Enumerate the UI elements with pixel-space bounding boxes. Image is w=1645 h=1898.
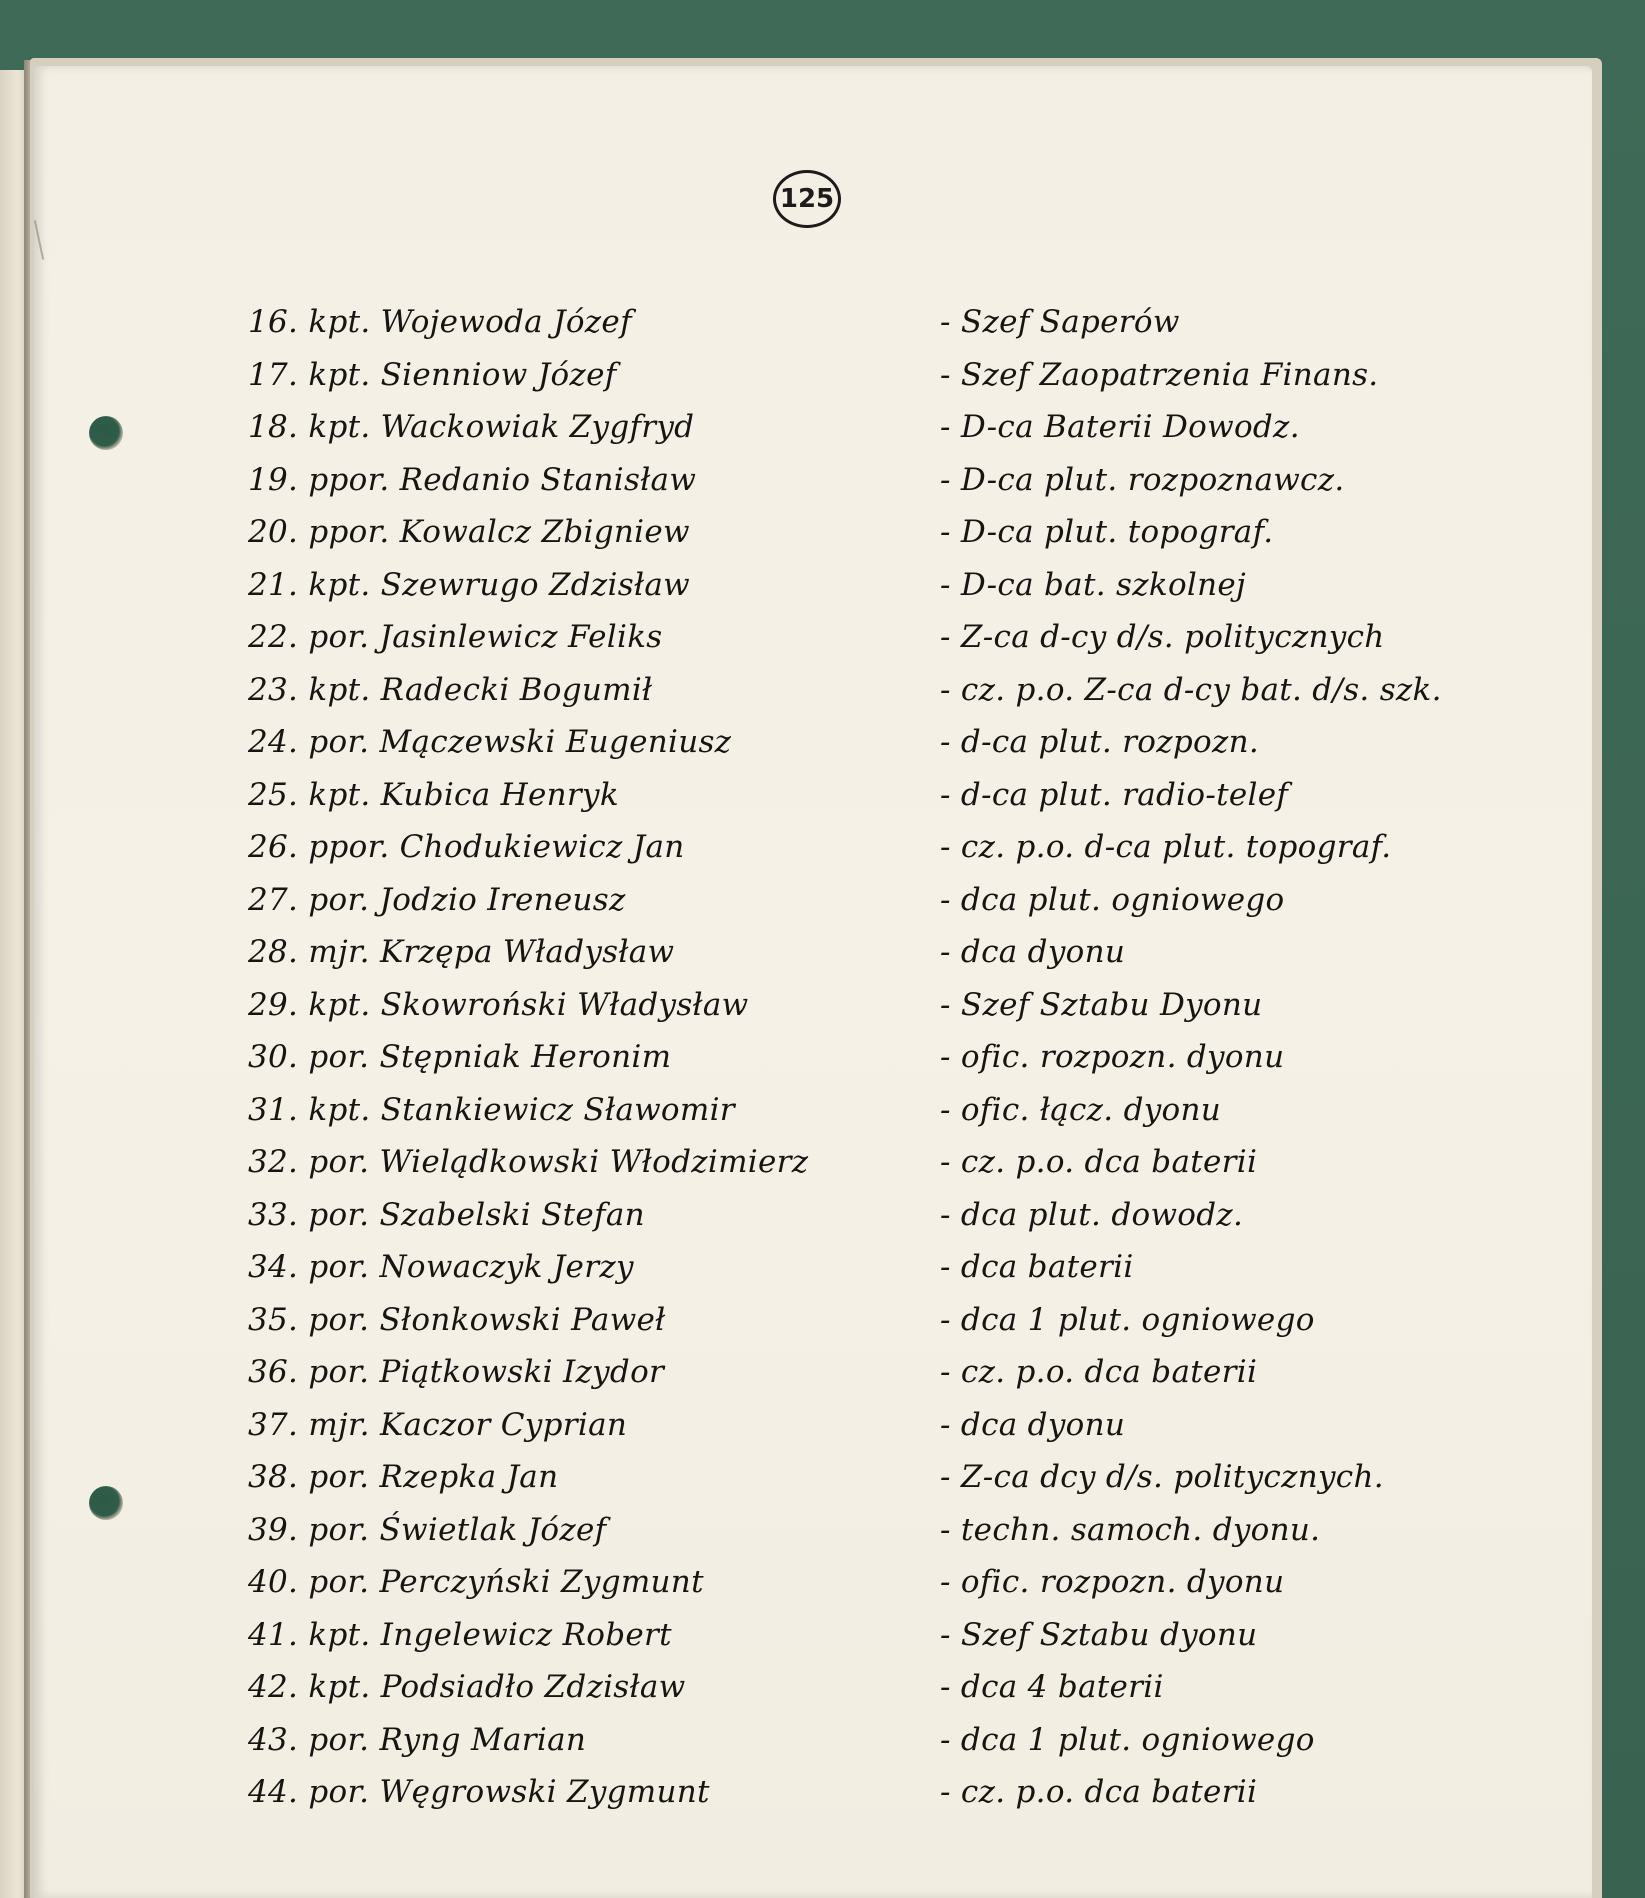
list-item xyxy=(0,777,1645,829)
entry-name: 43. por. Ryng Marian xyxy=(248,1721,587,1758)
entry-name: 21. kpt. Szewrugo Zdzisław xyxy=(248,566,690,603)
entry-role: - D-ca Baterii Dowodz. xyxy=(940,409,1300,445)
entry-role: - Z-ca dcy d/s. politycznych. xyxy=(940,1459,1384,1495)
list-item xyxy=(0,1302,1645,1354)
entry-name: 31. kpt. Stankiewicz Sławomir xyxy=(248,1091,735,1128)
list-item xyxy=(0,304,1645,356)
list-item xyxy=(0,987,1645,1039)
entry-name: 23. kpt. Radecki Bogumił xyxy=(248,671,653,708)
entry-role: - Szef Zaopatrzenia Finans. xyxy=(940,356,1379,393)
entry-role: - dca 1 plut. ogniowego xyxy=(940,1301,1315,1338)
entry-name: 16. kpt. Wojewoda Józef xyxy=(248,304,632,340)
entry-role: - d-ca plut. radio-telef xyxy=(940,776,1289,813)
list-item xyxy=(0,1512,1645,1564)
entry-role: - techn. samoch. dyonu. xyxy=(940,1511,1321,1548)
entry-name: 20. ppor. Kowalcz Zbigniew xyxy=(248,514,690,550)
entry-name: 26. ppor. Chodukiewicz Jan xyxy=(248,829,685,865)
entry-name: 17. kpt. Sienniow Józef xyxy=(248,356,617,393)
entry-role: - ofic. łącz. dyonu xyxy=(940,1091,1222,1128)
list-item xyxy=(0,567,1645,619)
entry-role: - dca baterii xyxy=(940,1249,1134,1285)
entry-role: - Szef Saperów xyxy=(940,304,1180,340)
entry-name: 37. mjr. Kaczor Cyprian xyxy=(248,1406,628,1443)
entry-name: 34. por. Nowaczyk Jerzy xyxy=(248,1249,634,1285)
entry-name: 42. kpt. Podsiadło Zdzisław xyxy=(248,1669,686,1705)
entry-role: - cz. p.o. d-ca plut. topograf. xyxy=(940,829,1392,865)
list-item xyxy=(0,1774,1645,1826)
entry-role: - dca 4 baterii xyxy=(940,1669,1164,1705)
entry-role: - cz. p.o. dca baterii xyxy=(940,1354,1258,1390)
entry-role: - Szef Sztabu Dyonu xyxy=(940,986,1263,1023)
list-item xyxy=(0,409,1645,461)
entry-name: 27. por. Jodzio Ireneusz xyxy=(248,881,626,918)
entry-role: - dca plut. dowodz. xyxy=(940,1196,1244,1233)
entry-name: 35. por. Słonkowski Paweł xyxy=(248,1301,666,1338)
list-item xyxy=(0,1197,1645,1249)
entry-role: - dca dyonu xyxy=(940,934,1126,970)
entry-role: - dca dyonu xyxy=(940,1406,1126,1443)
list-item xyxy=(0,724,1645,776)
entry-role: - D-ca plut. topograf. xyxy=(940,514,1274,550)
entry-name: 22. por. Jasinlewicz Feliks xyxy=(248,619,663,655)
list-item xyxy=(0,934,1645,986)
list-item xyxy=(0,1722,1645,1774)
entry-name: 33. por. Szabelski Stefan xyxy=(248,1196,645,1233)
entry-role: - d-ca plut. rozpozn. xyxy=(940,724,1260,760)
entry-name: 39. por. Świetlak Józef xyxy=(248,1511,607,1548)
entry-role: - cz. p.o. dca baterii xyxy=(940,1774,1258,1810)
entry-name: 30. por. Stępniak Heronim xyxy=(248,1039,672,1075)
entry-name: 38. por. Rzepka Jan xyxy=(248,1459,559,1495)
list-item xyxy=(0,1617,1645,1669)
list-item xyxy=(0,1092,1645,1144)
list-item xyxy=(0,619,1645,671)
entry-name: 25. kpt. Kubica Henryk xyxy=(248,776,619,813)
entry-name: 18. kpt. Wackowiak Zygfryd xyxy=(248,409,695,445)
list-item xyxy=(0,1354,1645,1406)
page-number: 125 xyxy=(773,170,841,228)
list-item xyxy=(0,357,1645,409)
entry-role: - dca plut. ogniowego xyxy=(940,881,1285,918)
entry-name: 29. kpt. Skowroński Władysław xyxy=(248,986,749,1023)
entry-role: - ofic. rozpozn. dyonu xyxy=(940,1039,1285,1075)
list-item xyxy=(0,1249,1645,1301)
entry-name: 44. por. Węgrowski Zygmunt xyxy=(248,1774,710,1810)
entry-role: - cz. p.o. dca baterii xyxy=(940,1144,1258,1180)
entry-role: - ofic. rozpozn. dyonu xyxy=(940,1564,1285,1600)
list-item xyxy=(0,1144,1645,1196)
entry-role: - Z-ca d-cy d/s. politycznych xyxy=(940,619,1385,655)
entry-role: - D-ca bat. szkolnej xyxy=(940,566,1246,603)
entry-role: - dca 1 plut. ogniowego xyxy=(940,1721,1315,1758)
list-item xyxy=(0,1669,1645,1721)
entry-name: 28. mjr. Krzępa Władysław xyxy=(248,934,675,970)
entry-role: - Szef Sztabu dyonu xyxy=(940,1616,1258,1653)
entry-name: 40. por. Perczyński Zygmunt xyxy=(248,1564,704,1600)
list-item xyxy=(0,1407,1645,1459)
list-item xyxy=(0,1459,1645,1511)
entry-name: 24. por. Mączewski Eugeniusz xyxy=(248,724,732,760)
list-item xyxy=(0,882,1645,934)
entry-name: 19. ppor. Redanio Stanisław xyxy=(248,461,697,498)
entry-name: 41. kpt. Ingelewicz Robert xyxy=(248,1616,672,1653)
entry-name: 36. por. Piątkowski Izydor xyxy=(248,1354,665,1390)
list-item xyxy=(0,462,1645,514)
list-item xyxy=(0,829,1645,881)
entry-role: - D-ca plut. rozpoznawcz. xyxy=(940,461,1345,498)
list-item xyxy=(0,672,1645,724)
list-item xyxy=(0,1039,1645,1091)
list-item xyxy=(0,1564,1645,1616)
list-item xyxy=(0,514,1645,566)
entry-role: - cz. p.o. Z-ca d-cy bat. d/s. szk. xyxy=(940,671,1442,708)
entry-name: 32. por. Wielądkowski Włodzimierz xyxy=(248,1144,809,1180)
